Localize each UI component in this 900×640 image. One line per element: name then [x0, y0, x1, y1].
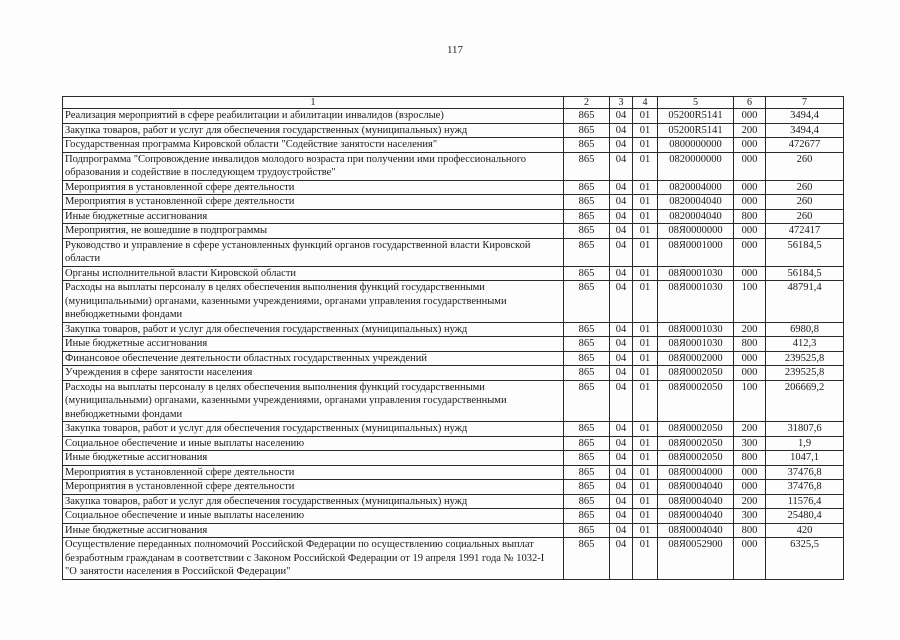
subsection-code: 01	[633, 152, 658, 180]
table-row	[63, 480, 844, 495]
department-code: 865	[564, 322, 610, 337]
expense-type-code: 000	[734, 224, 766, 239]
expense-type-code: 000	[734, 366, 766, 381]
item-name: Иные бюджетные ассигнования	[63, 209, 564, 224]
department-code: 865	[564, 480, 610, 495]
amount: 260	[766, 152, 844, 180]
target-article-code: 0820004040	[658, 195, 734, 210]
target-article-code: 08Я0002050	[658, 436, 734, 451]
amount: 48791,4	[766, 281, 844, 323]
expense-type-code: 000	[734, 465, 766, 480]
subsection-code: 01	[633, 180, 658, 195]
item-name: Мероприятия в установленной сфере деятельности	[63, 195, 564, 210]
department-code: 865	[564, 337, 610, 352]
department-code: 865	[564, 451, 610, 466]
section-code: 04	[610, 465, 633, 480]
amount: 472677	[766, 138, 844, 153]
expense-type-code: 000	[734, 138, 766, 153]
subsection-code: 01	[633, 494, 658, 509]
section-code: 04	[610, 281, 633, 323]
subsection-code: 01	[633, 281, 658, 323]
department-code: 865	[564, 123, 610, 138]
subsection-code: 01	[633, 436, 658, 451]
table-row	[63, 209, 844, 224]
expense-type-code: 800	[734, 337, 766, 352]
department-code: 865	[564, 109, 610, 124]
target-article-code: 0820004040	[658, 209, 734, 224]
department-code: 865	[564, 366, 610, 381]
amount: 37476,8	[766, 465, 844, 480]
amount: 6325,5	[766, 538, 844, 580]
table-row	[63, 138, 844, 153]
target-article-code: 08Я0002050	[658, 366, 734, 381]
expense-type-code: 000	[734, 266, 766, 281]
section-code: 04	[610, 266, 633, 281]
amount: 56184,5	[766, 238, 844, 266]
header-col-5: 5	[658, 97, 734, 109]
department-code: 865	[564, 436, 610, 451]
table-row	[63, 351, 844, 366]
section-code: 04	[610, 366, 633, 381]
table-row	[63, 380, 844, 422]
amount: 25480,4	[766, 509, 844, 524]
amount: 260	[766, 209, 844, 224]
subsection-code: 01	[633, 538, 658, 580]
subsection-code: 01	[633, 480, 658, 495]
expense-type-code: 800	[734, 209, 766, 224]
subsection-code: 01	[633, 465, 658, 480]
subsection-code: 01	[633, 380, 658, 422]
item-name: Осуществление переданных полномочий Российской Федерации по осуществлению социальных выплат безработным гражданам в соответствии с Законом Российской Федерации от 19 апреля 1991 года № 1032-I "О занятости населения в Российской Федерации"	[63, 538, 564, 580]
table-row	[63, 436, 844, 451]
target-article-code: 08Я0002050	[658, 422, 734, 437]
item-name: Учреждения в сфере занятости населения	[63, 366, 564, 381]
table-row	[63, 465, 844, 480]
target-article-code: 08Я0002050	[658, 380, 734, 422]
table-row	[63, 523, 844, 538]
amount: 260	[766, 180, 844, 195]
section-code: 04	[610, 509, 633, 524]
header-col-3: 3	[610, 97, 633, 109]
department-code: 865	[564, 138, 610, 153]
table-row	[63, 422, 844, 437]
amount: 1,9	[766, 436, 844, 451]
item-name: Иные бюджетные ассигнования	[63, 451, 564, 466]
amount: 260	[766, 195, 844, 210]
table-row	[63, 152, 844, 180]
department-code: 865	[564, 523, 610, 538]
department-code: 865	[564, 380, 610, 422]
target-article-code: 08Я0001030	[658, 266, 734, 281]
expense-type-code: 000	[734, 152, 766, 180]
header-col-1: 1	[63, 97, 564, 109]
subsection-code: 01	[633, 451, 658, 466]
department-code: 865	[564, 238, 610, 266]
section-code: 04	[610, 480, 633, 495]
expense-type-code: 300	[734, 509, 766, 524]
target-article-code: 05200R5141	[658, 109, 734, 124]
item-name: Закупка товаров, работ и услуг для обеспечения государственных (муниципальных) нужд	[63, 422, 564, 437]
subsection-code: 01	[633, 523, 658, 538]
section-code: 04	[610, 538, 633, 580]
expense-type-code: 100	[734, 380, 766, 422]
table-row	[63, 281, 844, 323]
target-article-code: 08Я0001000	[658, 238, 734, 266]
department-code: 865	[564, 465, 610, 480]
department-code: 865	[564, 266, 610, 281]
department-code: 865	[564, 281, 610, 323]
expense-type-code: 100	[734, 281, 766, 323]
section-code: 04	[610, 224, 633, 239]
target-article-code: 08Я0002000	[658, 351, 734, 366]
subsection-code: 01	[633, 509, 658, 524]
department-code: 865	[564, 152, 610, 180]
expense-type-code: 200	[734, 422, 766, 437]
amount: 3494,4	[766, 123, 844, 138]
section-code: 04	[610, 436, 633, 451]
item-name: Закупка товаров, работ и услуг для обеспечения государственных (муниципальных) нужд	[63, 123, 564, 138]
section-code: 04	[610, 138, 633, 153]
section-code: 04	[610, 380, 633, 422]
table-row	[63, 109, 844, 124]
section-code: 04	[610, 337, 633, 352]
target-article-code: 08Я0001030	[658, 281, 734, 323]
expense-type-code: 000	[734, 351, 766, 366]
amount: 472417	[766, 224, 844, 239]
subsection-code: 01	[633, 422, 658, 437]
target-article-code: 08Я0002050	[658, 451, 734, 466]
table-row	[63, 451, 844, 466]
amount: 31807,6	[766, 422, 844, 437]
header-col-7: 7	[766, 97, 844, 109]
table-row	[63, 538, 844, 580]
section-code: 04	[610, 494, 633, 509]
expense-type-code: 000	[734, 180, 766, 195]
section-code: 04	[610, 123, 633, 138]
amount: 37476,8	[766, 480, 844, 495]
department-code: 865	[564, 494, 610, 509]
table-row	[63, 322, 844, 337]
department-code: 865	[564, 509, 610, 524]
item-name: Руководство и управление в сфере установленных функций органов государственной власти Кировской области	[63, 238, 564, 266]
subsection-code: 01	[633, 109, 658, 124]
amount: 3494,4	[766, 109, 844, 124]
amount: 412,3	[766, 337, 844, 352]
subsection-code: 01	[633, 224, 658, 239]
expense-type-code: 000	[734, 538, 766, 580]
target-article-code: 08Я0052900	[658, 538, 734, 580]
amount: 1047,1	[766, 451, 844, 466]
target-article-code: 08Я0004000	[658, 465, 734, 480]
expense-type-code: 000	[734, 109, 766, 124]
amount: 239525,8	[766, 366, 844, 381]
expense-type-code: 200	[734, 123, 766, 138]
department-code: 865	[564, 224, 610, 239]
department-code: 865	[564, 209, 610, 224]
table-row	[63, 494, 844, 509]
expense-type-code: 000	[734, 195, 766, 210]
section-code: 04	[610, 422, 633, 437]
expense-type-code: 200	[734, 494, 766, 509]
amount: 239525,8	[766, 351, 844, 366]
table-header-row	[63, 97, 844, 109]
target-article-code: 08Я0004040	[658, 509, 734, 524]
department-code: 865	[564, 538, 610, 580]
item-name: Социальное обеспечение и иные выплаты населению	[63, 509, 564, 524]
table-row	[63, 266, 844, 281]
item-name: Социальное обеспечение и иные выплаты населению	[63, 436, 564, 451]
budget-table	[62, 96, 844, 580]
target-article-code: 08Я0001030	[658, 337, 734, 352]
subsection-code: 01	[633, 337, 658, 352]
amount: 11576,4	[766, 494, 844, 509]
target-article-code: 08Я0004040	[658, 494, 734, 509]
item-name: Закупка товаров, работ и услуг для обеспечения государственных (муниципальных) нужд	[63, 322, 564, 337]
item-name: Иные бюджетные ассигнования	[63, 337, 564, 352]
target-article-code: 08Я0001030	[658, 322, 734, 337]
item-name: Расходы на выплаты персоналу в целях обеспечения выполнения функций государственными (муниципальными) органами, казенными учреждениями, органами управления государственными внебюджетными фондами	[63, 380, 564, 422]
header-col-2: 2	[564, 97, 610, 109]
amount: 206669,2	[766, 380, 844, 422]
item-name: Иные бюджетные ассигнования	[63, 523, 564, 538]
subsection-code: 01	[633, 209, 658, 224]
target-article-code: 08Я0000000	[658, 224, 734, 239]
expense-type-code: 300	[734, 436, 766, 451]
department-code: 865	[564, 422, 610, 437]
subsection-code: 01	[633, 322, 658, 337]
section-code: 04	[610, 238, 633, 266]
table-row	[63, 238, 844, 266]
subsection-code: 01	[633, 123, 658, 138]
subsection-code: 01	[633, 351, 658, 366]
amount: 420	[766, 523, 844, 538]
section-code: 04	[610, 109, 633, 124]
expense-type-code: 000	[734, 480, 766, 495]
expense-type-code: 800	[734, 523, 766, 538]
table-row	[63, 180, 844, 195]
table-row	[63, 509, 844, 524]
table-row	[63, 123, 844, 138]
table-row	[63, 224, 844, 239]
section-code: 04	[610, 209, 633, 224]
subsection-code: 01	[633, 366, 658, 381]
expense-type-code: 000	[734, 238, 766, 266]
subsection-code: 01	[633, 266, 658, 281]
item-name: Органы исполнительной власти Кировской области	[63, 266, 564, 281]
target-article-code: 08Я0004040	[658, 480, 734, 495]
expense-type-code: 800	[734, 451, 766, 466]
section-code: 04	[610, 322, 633, 337]
section-code: 04	[610, 152, 633, 180]
target-article-code: 08Я0004040	[658, 523, 734, 538]
target-article-code: 0800000000	[658, 138, 734, 153]
target-article-code: 0820004000	[658, 180, 734, 195]
section-code: 04	[610, 451, 633, 466]
item-name: Закупка товаров, работ и услуг для обеспечения государственных (муниципальных) нужд	[63, 494, 564, 509]
target-article-code: 05200R5141	[658, 123, 734, 138]
section-code: 04	[610, 523, 633, 538]
department-code: 865	[564, 195, 610, 210]
target-article-code: 0820000000	[658, 152, 734, 180]
table-row	[63, 366, 844, 381]
subsection-code: 01	[633, 238, 658, 266]
page-number: 117	[446, 44, 464, 56]
item-name: Реализация мероприятий в сфере реабилитации и абилитации инвалидов (взрослые)	[63, 109, 564, 124]
header-col-6: 6	[734, 97, 766, 109]
table-row	[63, 195, 844, 210]
item-name: Расходы на выплаты персоналу в целях обеспечения выполнения функций государственными (муниципальными) органами, казенными учреждениями, органами управления государственными внебюджетными фондами	[63, 281, 564, 323]
amount: 56184,5	[766, 266, 844, 281]
section-code: 04	[610, 180, 633, 195]
item-name: Мероприятия в установленной сфере деятельности	[63, 465, 564, 480]
item-name: Мероприятия в установленной сфере деятельности	[63, 480, 564, 495]
item-name: Мероприятия, не вошедшие в подпрограммы	[63, 224, 564, 239]
subsection-code: 01	[633, 138, 658, 153]
section-code: 04	[610, 195, 633, 210]
department-code: 865	[564, 180, 610, 195]
expense-type-code: 200	[734, 322, 766, 337]
table-row	[63, 337, 844, 352]
item-name: Государственная программа Кировской области "Содействие занятости населения"	[63, 138, 564, 153]
header-col-4: 4	[633, 97, 658, 109]
amount: 6980,8	[766, 322, 844, 337]
item-name: Подпрограмма "Сопровождение инвалидов молодого возраста при получении ими профессионального образования и содействие в последующем трудоустройстве"	[63, 152, 564, 180]
department-code: 865	[564, 351, 610, 366]
section-code: 04	[610, 351, 633, 366]
subsection-code: 01	[633, 195, 658, 210]
item-name: Финансовое обеспечение деятельности областных государственных учреждений	[63, 351, 564, 366]
item-name: Мероприятия в установленной сфере деятельности	[63, 180, 564, 195]
